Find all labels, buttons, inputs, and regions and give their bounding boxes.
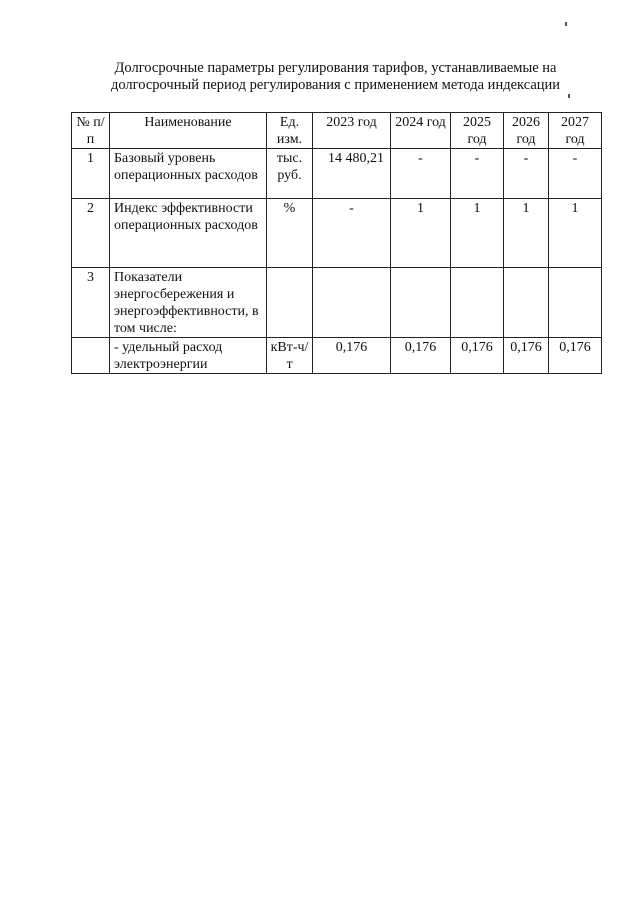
row-value-2023: - <box>313 199 391 268</box>
row-name: Показатели энергосбережения и энергоэффективности, в том числе: <box>110 268 267 338</box>
row-value-2024: - <box>391 149 451 199</box>
header-2025: 2025 год <box>451 113 504 149</box>
row-unit: кВт-ч/т <box>267 338 313 374</box>
scan-speck <box>565 22 567 26</box>
header-2026: 2026 год <box>504 113 549 149</box>
row-value-2027 <box>549 268 602 338</box>
row-value-2026: 0,176 <box>504 338 549 374</box>
scan-speck <box>568 94 570 98</box>
table-row <box>72 338 602 374</box>
header-2024: 2024 год <box>391 113 451 149</box>
row-unit: тыс. руб. <box>267 149 313 199</box>
row-value-2026 <box>504 268 549 338</box>
row-value-2027: - <box>549 149 602 199</box>
row-num: 3 <box>72 268 110 338</box>
row-unit <box>267 268 313 338</box>
row-value-2026: 1 <box>504 199 549 268</box>
table-header-row <box>72 113 602 149</box>
row-value-2027: 0,176 <box>549 338 602 374</box>
header-unit: Ед. изм. <box>267 113 313 149</box>
row-value-2026: - <box>504 149 549 199</box>
row-value-2023 <box>313 268 391 338</box>
row-num: 2 <box>72 199 110 268</box>
row-value-2023: 14 480,21 <box>313 149 391 199</box>
header-name: Наименование <box>110 113 267 149</box>
row-unit: % <box>267 199 313 268</box>
row-value-2024: 1 <box>391 199 451 268</box>
header-2023: 2023 год <box>313 113 391 149</box>
document-title-line-1: Долгосрочные параметры регулирования тарифов, устанавливаемые на <box>114 60 557 76</box>
row-num: 1 <box>72 149 110 199</box>
long-term-parameters-table <box>71 112 602 374</box>
row-name: Базовый уровень операционных расходов <box>110 149 267 199</box>
document-title-line-2: долгосрочный период регулирования с применением метода индексации <box>110 77 561 93</box>
row-value-2025: 0,176 <box>451 338 504 374</box>
header-num: № п/п <box>72 113 110 149</box>
row-value-2027: 1 <box>549 199 602 268</box>
row-value-2024 <box>391 268 451 338</box>
row-value-2024: 0,176 <box>391 338 451 374</box>
table-row <box>72 199 602 268</box>
row-value-2025 <box>451 268 504 338</box>
row-num <box>72 338 110 374</box>
document-title <box>70 60 601 94</box>
header-2027: 2027 год <box>549 113 602 149</box>
table-row <box>72 268 602 338</box>
row-value-2023: 0,176 <box>313 338 391 374</box>
row-value-2025: - <box>451 149 504 199</box>
row-name: Индекс эффективности операционных расходов <box>110 199 267 268</box>
row-name: - удельный расход электроэнергии <box>110 338 267 374</box>
table-row <box>72 149 602 199</box>
row-value-2025: 1 <box>451 199 504 268</box>
